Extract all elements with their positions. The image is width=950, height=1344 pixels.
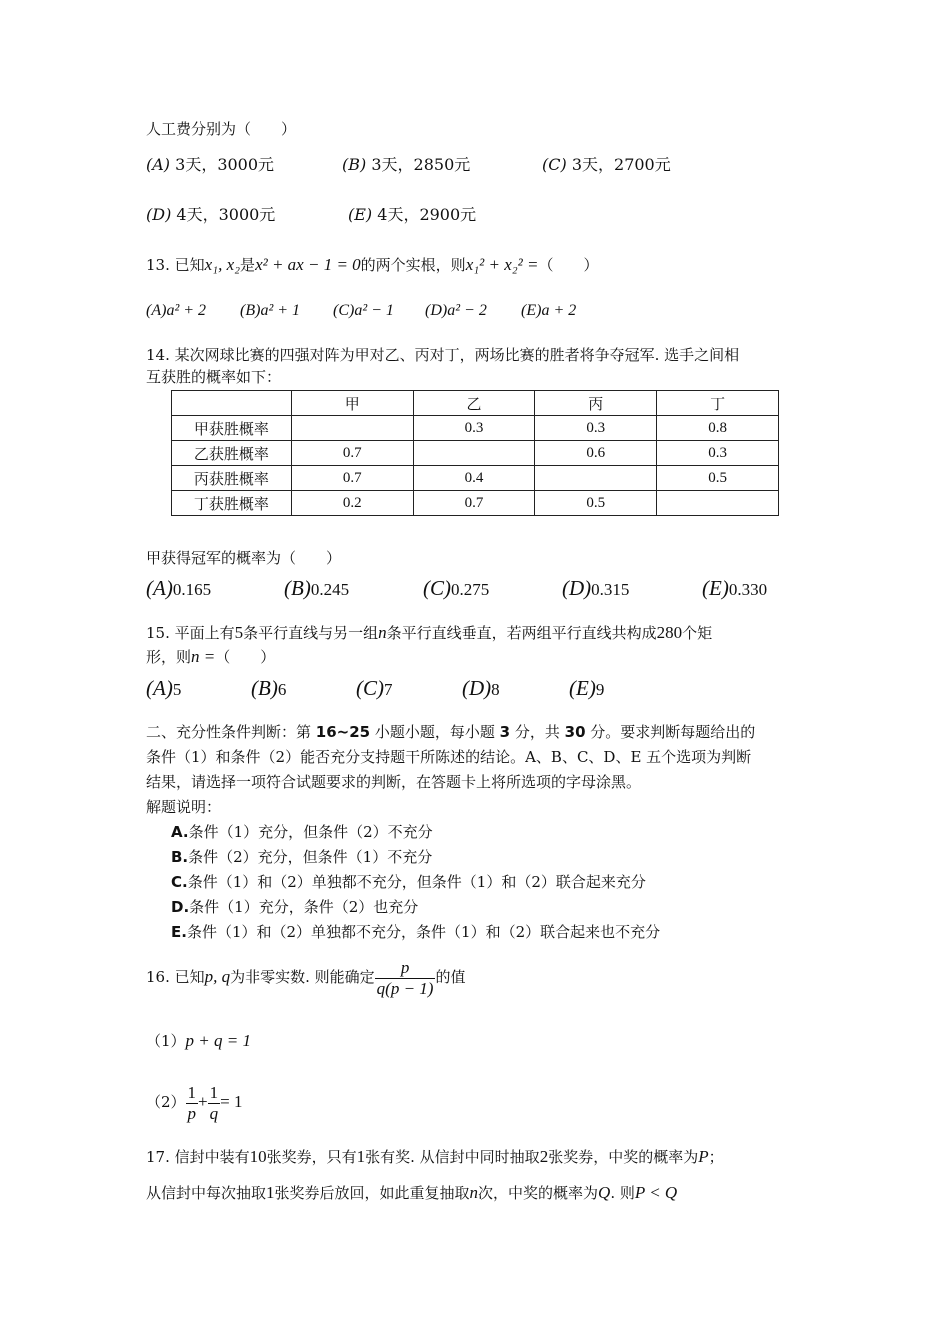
- q17-text: 张有奖. 从信封中同时抽取: [365, 1148, 540, 1166]
- option-label: (D): [425, 302, 448, 319]
- q13-option-d[interactable]: [425, 302, 487, 320]
- option-label: (D): [146, 205, 172, 224]
- q15-stem-line2: [146, 646, 275, 668]
- option-label: (E): [569, 676, 596, 700]
- condition-label: （1）: [146, 1032, 186, 1050]
- q17-text: ；: [708, 1148, 724, 1166]
- q13-stem-suffix: 的两个实根，则: [360, 256, 466, 274]
- condition-rhs: = 1: [220, 1092, 243, 1111]
- table-cell: 0.3: [413, 416, 535, 441]
- section2-line3: 结果，请选择一项符合试题要求的判断，在答题卡上将所选项的字母涂黑。: [146, 773, 642, 791]
- note-text: 条件（1）充分，但条件（2）不充分: [188, 823, 433, 841]
- table-cell: 0.6: [535, 441, 657, 466]
- q14-stem-line1: 14. 某次网球比赛的四强对阵为甲对乙、丙对丁，两场比赛的胜者将争夺冠军. 选手之间相: [146, 346, 740, 364]
- section2-range: 16~25: [315, 723, 371, 741]
- table-cell: 0.3: [535, 416, 657, 441]
- table-cell: [413, 441, 535, 466]
- q16-fraction: [375, 958, 436, 999]
- option-text: 7: [384, 680, 393, 699]
- q17-stem-line2: [146, 1182, 677, 1204]
- probability-table: [171, 390, 779, 516]
- q16-stem: [146, 955, 465, 1001]
- q17-text: 张奖券，只有: [266, 1148, 357, 1166]
- q13-blank: （ ）: [538, 256, 599, 274]
- q17-text: 张奖券后放回，如此重复抽取: [274, 1184, 470, 1202]
- q15-option-e[interactable]: [569, 676, 604, 701]
- row-label: 乙获胜概率: [172, 441, 292, 466]
- table-header-cell: 甲: [291, 391, 413, 416]
- fraction-denominator: p: [187, 1103, 197, 1123]
- option-label: (B): [284, 576, 311, 600]
- q12-option-a[interactable]: [146, 152, 274, 175]
- option-text: 0.315: [591, 580, 630, 599]
- q17-number: 1: [356, 1147, 366, 1166]
- q12-option-b[interactable]: [342, 152, 470, 175]
- plus-sign: +: [198, 1092, 208, 1111]
- option-label: (C): [542, 155, 567, 174]
- table-cell: [291, 416, 413, 441]
- fraction-denominator: q(p − 1): [376, 978, 434, 998]
- q15-option-b[interactable]: [251, 676, 286, 701]
- table-cell: 0.3: [657, 441, 779, 466]
- option-text: a² − 2: [447, 302, 487, 319]
- q17-variable: P: [698, 1147, 709, 1166]
- q15-number: 280: [656, 623, 683, 642]
- note-letter: D.: [171, 898, 190, 916]
- q12-options-row2: [146, 202, 846, 226]
- q12-option-d[interactable]: [146, 202, 275, 225]
- fraction-numerator: 1: [187, 1082, 197, 1102]
- q14-options: [146, 576, 846, 606]
- section2-line1: [146, 721, 755, 743]
- option-text: a² + 2: [166, 302, 207, 319]
- option-label: (A): [146, 302, 167, 319]
- note-item: [171, 921, 660, 943]
- table-header-row: [172, 391, 779, 416]
- q17-number: 2: [539, 1147, 549, 1166]
- option-text: a² + 1: [260, 302, 301, 319]
- table-row: [172, 466, 779, 491]
- q16-condition-1: [146, 1030, 251, 1052]
- option-text: a + 2: [541, 302, 577, 319]
- note-text: 条件（1）和（2）单独都不充分，但条件（1）和（2）联合起来充分: [187, 873, 646, 891]
- table-cell: 0.8: [657, 416, 779, 441]
- table-header-cell: [172, 391, 292, 416]
- option-label: (E): [702, 576, 729, 600]
- table-cell: 0.7: [291, 466, 413, 491]
- condition-label: （2）: [146, 1093, 186, 1111]
- note-letter: A.: [171, 823, 189, 841]
- q15-text: 形，则: [146, 648, 192, 666]
- q13-stem: [146, 254, 599, 276]
- option-label: (B): [251, 676, 278, 700]
- q12-option-e[interactable]: [348, 202, 476, 225]
- q13-equation: x² + ax − 1 = 0: [255, 255, 361, 274]
- q12-tail: 人工费分别为（ ）: [146, 120, 297, 138]
- option-label: (D): [462, 676, 492, 700]
- q17-expression: P < Q: [634, 1183, 678, 1202]
- fraction-1-over-p: [186, 1083, 199, 1124]
- note-item: [171, 846, 432, 868]
- note-letter: C.: [171, 873, 188, 891]
- q13-option-e[interactable]: [521, 302, 576, 320]
- option-label: (D): [562, 576, 592, 600]
- table-cell: 0.2: [291, 491, 413, 516]
- q13-stem-mid: 是: [240, 256, 256, 274]
- q15-options: [146, 676, 846, 706]
- q15-expression: n =: [191, 647, 216, 666]
- option-label: (C): [423, 576, 451, 600]
- q15-number: 5: [234, 623, 244, 642]
- fraction-numerator: p: [375, 958, 436, 979]
- option-text: 0.245: [310, 580, 350, 599]
- option-text: 3天，3000元: [175, 155, 275, 174]
- option-text: 9: [595, 680, 605, 699]
- option-label: (B): [240, 302, 261, 319]
- table-cell: 0.7: [291, 441, 413, 466]
- table-header-cell: 乙: [413, 391, 535, 416]
- section2-line2: 条件（1）和条件（2）能否充分支持题干所陈述的结论。A、B、C、D、E 五个选项为判断: [146, 748, 752, 766]
- q17-text: 从信封中每次抽取: [146, 1184, 267, 1202]
- q13-expression: x₁² + x₂² =: [465, 255, 539, 274]
- row-label: 甲获胜概率: [172, 416, 292, 441]
- table-header-cell: 丙: [535, 391, 657, 416]
- q17-number: 10: [249, 1147, 267, 1166]
- q16-text: 的值: [435, 968, 466, 986]
- q12-options-row1: [146, 152, 846, 176]
- table-row: [172, 416, 779, 441]
- q15-text: 条平行直线垂直，若两组平行直线共构成: [386, 624, 657, 642]
- option-text: 3天，2700元: [571, 155, 671, 174]
- q17-variable: Q: [598, 1183, 611, 1202]
- table-cell: 0.5: [657, 466, 779, 491]
- note-item: [171, 871, 646, 893]
- q12-option-c[interactable]: [542, 152, 671, 175]
- q14-option-c[interactable]: [423, 576, 489, 601]
- q14-option-e[interactable]: [702, 576, 767, 601]
- fraction-1-over-q: [208, 1083, 221, 1124]
- q16-condition-2: [146, 1080, 242, 1126]
- option-text: 0.275: [451, 580, 490, 599]
- q17-stem-line1: [146, 1146, 724, 1168]
- option-text: 0.330: [728, 580, 768, 599]
- option-label: (E): [348, 205, 373, 224]
- section2-note-title: 解题说明：: [146, 798, 222, 816]
- q17-variable: n: [469, 1183, 479, 1202]
- q13-options: [146, 302, 846, 326]
- option-label: (A): [146, 676, 173, 700]
- q13-option-c[interactable]: [333, 302, 394, 320]
- note-text: 条件（1）充分，条件（2）也充分: [189, 898, 419, 916]
- section2-points: 3: [499, 723, 511, 741]
- q13-option-b[interactable]: [240, 302, 300, 320]
- option-text: 4天，2900元: [377, 205, 477, 224]
- option-text: 6: [277, 680, 287, 699]
- table-cell: 0.7: [413, 491, 535, 516]
- table-cell: [535, 466, 657, 491]
- option-text: 3天，2850元: [371, 155, 471, 174]
- q14-option-a[interactable]: [146, 576, 211, 601]
- note-letter: E.: [171, 923, 187, 941]
- q17-number: 1: [266, 1183, 275, 1202]
- option-label: (A): [146, 155, 171, 174]
- note-letter: B.: [171, 848, 189, 866]
- q15-option-c[interactable]: [356, 676, 393, 701]
- option-text: 4天，3000元: [176, 205, 276, 224]
- q13-roots: x₁, x₂: [204, 255, 241, 274]
- q15-text: 个矩: [682, 624, 713, 642]
- option-label: (C): [356, 676, 384, 700]
- option-text: 5: [172, 680, 182, 699]
- table-cell: [657, 491, 779, 516]
- row-label: 丙获胜概率: [172, 466, 292, 491]
- section2-total: 30: [564, 723, 586, 741]
- table-row: [172, 441, 779, 466]
- note-text: 条件（2）充分，但条件（1）不充分: [188, 848, 433, 866]
- section2-text: 二、充分性条件判断：第: [146, 723, 316, 741]
- q15-text: 15. 平面上有: [146, 624, 235, 642]
- q16-text: 为非零实数. 则能确定: [230, 968, 375, 986]
- option-text: a² − 1: [354, 302, 394, 319]
- note-item: [171, 896, 418, 918]
- q17-text: 张奖券，中奖的概率为: [548, 1148, 699, 1166]
- q15-text: 条平行直线与另一组: [243, 624, 379, 642]
- q17-text: 17. 信封中装有: [146, 1148, 250, 1166]
- q14-stem-line2: 互获胜的概率如下：: [146, 368, 282, 386]
- fraction-denominator: q: [209, 1103, 219, 1123]
- q15-option-d[interactable]: [462, 676, 500, 701]
- table-header-cell: 丁: [657, 391, 779, 416]
- q13-stem-prefix: 13. 已知: [146, 256, 205, 274]
- fraction-numerator: 1: [209, 1082, 219, 1102]
- table-row: [172, 491, 779, 516]
- option-label: (C): [333, 302, 355, 319]
- row-label: 丁获胜概率: [172, 491, 292, 516]
- q15-stem-line1: [146, 622, 712, 644]
- section2-text: 小题小题，每小题: [370, 723, 500, 741]
- q15-variable: n: [378, 623, 387, 642]
- q16-variables: p, q: [204, 967, 231, 986]
- table-cell: 0.4: [413, 466, 535, 491]
- q13-option-a[interactable]: [146, 302, 206, 320]
- section2-text: 分。要求判断每题给出的: [585, 723, 756, 741]
- q14-question: 甲获得冠军的概率为（ ）: [146, 549, 342, 567]
- note-text: 条件（1）和（2）单独都不充分，条件（1）和（2）联合起来也不充分: [186, 923, 661, 941]
- section2-text: 分，共: [510, 723, 565, 741]
- note-item: [171, 821, 433, 843]
- table-cell: 0.5: [535, 491, 657, 516]
- condition-expression: p + q = 1: [185, 1031, 251, 1050]
- q17-text: . 则: [610, 1184, 635, 1202]
- q15-blank: （ ）: [215, 648, 276, 666]
- q16-text: 16. 已知: [146, 968, 205, 986]
- q15-option-a[interactable]: [146, 676, 181, 701]
- q17-text: 次，中奖的概率为: [478, 1184, 599, 1202]
- option-label: (B): [342, 155, 367, 174]
- option-text: 0.165: [172, 580, 212, 599]
- option-label: (A): [146, 576, 173, 600]
- option-label: (E): [521, 302, 542, 319]
- q14-option-d[interactable]: [562, 576, 629, 601]
- option-text: 8: [491, 680, 500, 699]
- q14-option-b[interactable]: [284, 576, 349, 601]
